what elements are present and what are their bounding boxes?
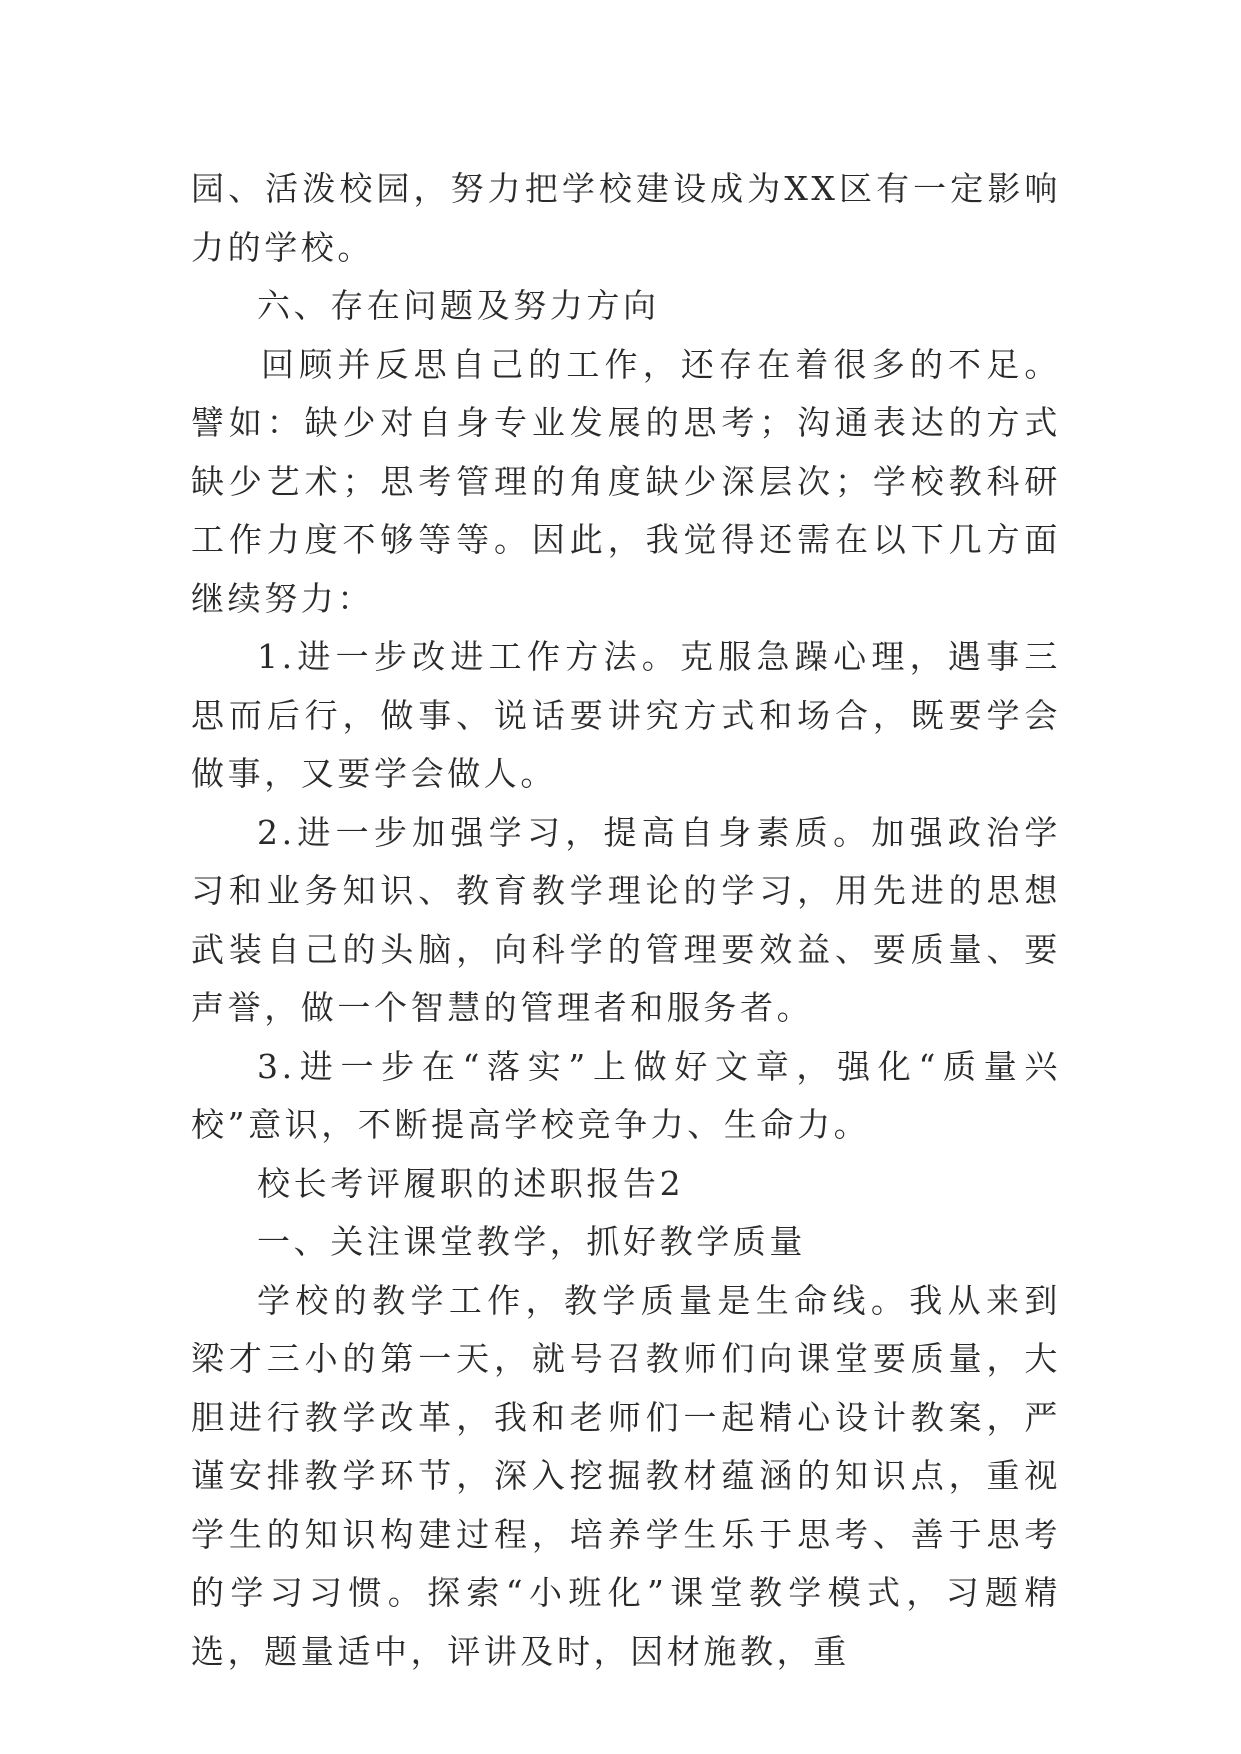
list-item-3: 3.进一步在“落实”上做好文章，强化“质量兴校”意识，不断提高学校竞争力、生命力。 xyxy=(191,1046,1061,1144)
report-title: 校长考评履职的述职报告2 xyxy=(257,1163,685,1203)
paragraph-teaching-quality: 学校的教学工作，教学质量是生命线。我从来到梁才三小的第一天，就号召教师们向课堂要质量，大胆进行教学改革，我和老师们一起精心设计教案，严谨安排教学环节，深入挖掘教材蕴涵的知识点，重视学生的知识构建过程，培养学生乐于思考、善于思考的学习习惯。探索“小班化”课堂教学模式，习题精选，题量适中，评讲及时，因材施教，重 xyxy=(191,1280,1061,1671)
section-heading-problems: 六、存在问题及努力方向 xyxy=(257,286,660,325)
list-item-1: 1.进一步改进工作方法。克服急躁心理，遇事三思而后行，做事、说话要讲究方式和场合，既要学会做事，又要学会做人。 xyxy=(191,637,1061,793)
list-item-2: 2.进一步加强学习，提高自身素质。加强政治学习和业务知识、教育教学理论的学习，用先进的思想武装自己的头脑，向科学的管理要效益、要质量、要声誉，做一个智慧的管理者和服务者。 xyxy=(191,812,1061,1027)
paragraph-reflection: 回顾并反思自己的工作，还存在着很多的不足。譬如：缺少对自身专业发展的思考；沟通表达的方式缺少艺术；思考管理的角度缺少深层次；学校教科研工作力度不够等等。因此，我觉得还需在以下几方面继续努力： xyxy=(191,344,1061,618)
paragraph-continuation: 园、活泼校园，努力把学校建设成为XX区有一定影响力的学校。 xyxy=(191,169,1061,267)
document-body xyxy=(191,160,1061,1681)
section-heading-teaching: 一、关注课堂教学，抓好教学质量 xyxy=(257,1222,806,1261)
